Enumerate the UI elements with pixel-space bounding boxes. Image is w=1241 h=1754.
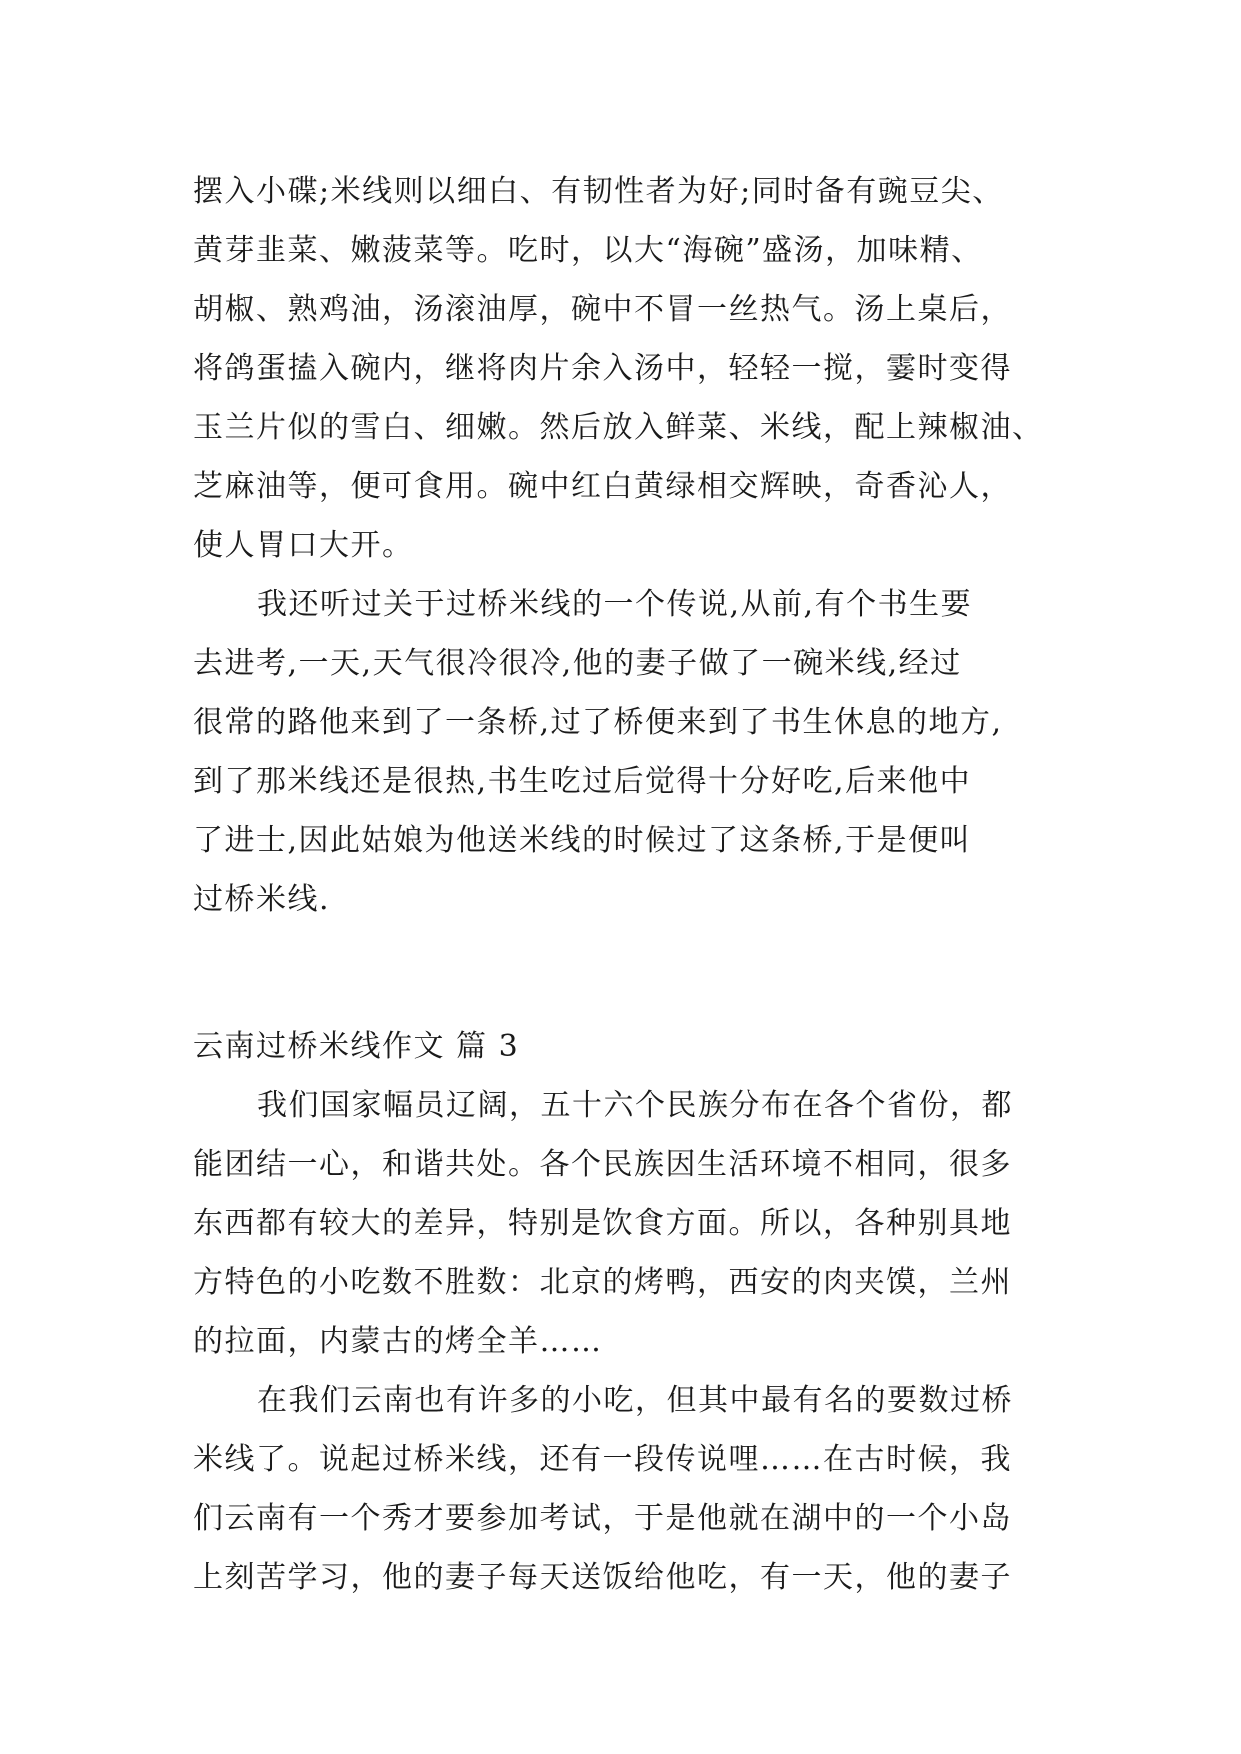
paragraph-line: 过桥米线. <box>193 882 331 917</box>
section-spacer <box>193 929 1073 1017</box>
paragraph-line: 方特色的小吃数不胜数：北京的烤鸭，西安的肉夹馍，兰州 <box>193 1265 1012 1300</box>
paragraph-line: 米线了。说起过桥米线，还有一段传说哩……在古时候，我 <box>193 1442 1012 1477</box>
paragraph-line: 的拉面，内蒙古的烤全羊…… <box>193 1324 603 1359</box>
paragraph-line: 摆入小碟;米线则以细白、有韧性者为好;同时备有豌豆尖、 <box>193 174 1004 209</box>
paragraph-line: 到了那米线还是很热,书生吃过后觉得十分好吃,后来他中 <box>193 764 972 799</box>
paragraph-line: 使人胃口大开。 <box>193 528 414 563</box>
paragraph-line: 我还听过关于过桥米线的一个传说,从前,有个书生要 <box>257 587 973 622</box>
paragraph-line: 将鸽蛋搕入碗内，继将肉片余入汤中，轻轻一搅，霎时变得 <box>193 351 1012 386</box>
paragraph-4 <box>193 1371 1073 1607</box>
paragraph-line: 很常的路他来到了一条桥,过了桥便来到了书生休息的地方, <box>193 705 1003 740</box>
paragraph-2 <box>193 575 1073 929</box>
section-heading: 云南过桥米线作文 篇 3 <box>193 1029 520 1064</box>
paragraph-line: 东西都有较大的差异，特别是饮食方面。所以，各种别具地 <box>193 1206 1012 1241</box>
paragraph-line: 上刻苦学习，他的妻子每天送饭给他吃，有一天，他的妻子 <box>193 1560 1012 1595</box>
paragraph-line: 胡椒、熟鸡油，汤滚油厚，碗中不冒一丝热气。汤上桌后， <box>193 292 1012 327</box>
paragraph-line: 去进考,一天,天气很冷很冷,他的妻子做了一碗米线,经过 <box>193 646 962 681</box>
paragraph-line: 玉兰片似的雪白、细嫩。然后放入鲜菜、米线，配上辣椒油、 <box>193 410 1044 445</box>
paragraph-3 <box>193 1076 1073 1371</box>
paragraph-line: 能团结一心，和谐共处。各个民族因生活环境不相同，很多 <box>193 1147 1012 1182</box>
paragraph-1 <box>193 162 1073 575</box>
paragraph-line: 黄芽韭菜、嫩菠菜等。吃时，以大“海碗”盛汤，加味精、 <box>193 233 983 268</box>
document-body <box>193 162 1073 1607</box>
paragraph-line: 芝麻油等，便可食用。碗中红白黄绿相交辉映，奇香沁人， <box>193 469 1012 504</box>
paragraph-line: 了进士,因此姑娘为他送米线的时候过了这条桥,于是便叫 <box>193 823 972 858</box>
paragraph-line: 在我们云南也有许多的小吃，但其中最有名的要数过桥 <box>257 1383 1013 1418</box>
paragraph-line: 我们国家幅员辽阔，五十六个民族分布在各个省份，都 <box>257 1088 1013 1123</box>
paragraph-line: 们云南有一个秀才要参加考试，于是他就在湖中的一个小岛 <box>193 1501 1012 1536</box>
